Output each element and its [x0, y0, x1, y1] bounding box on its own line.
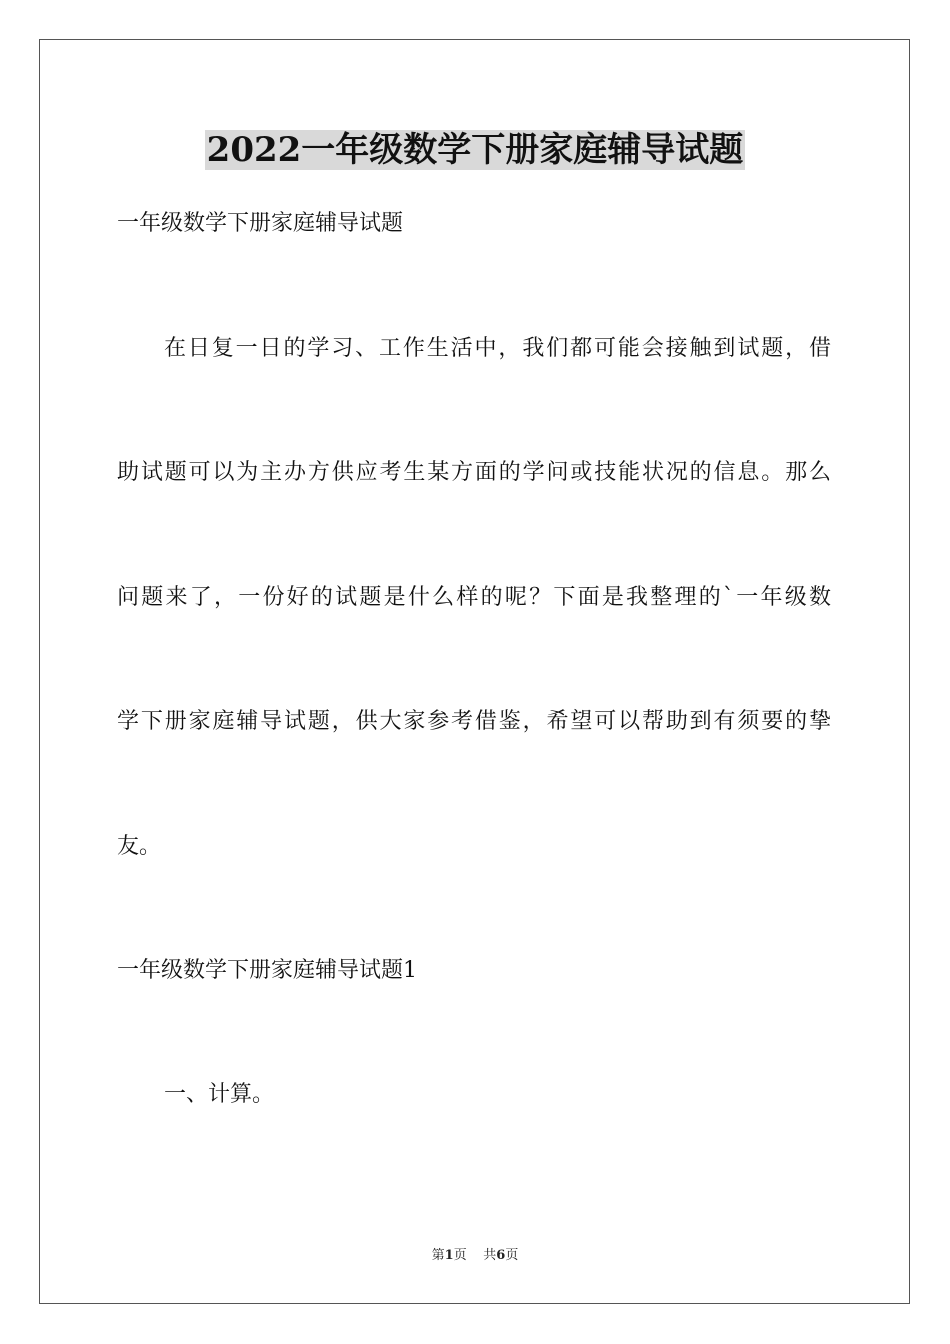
intro-line-3: 问题来了，一份好的试题是什么样的呢？下面是我整理的`一年级数: [117, 585, 831, 610]
intro-line-4: 学下册家庭辅导试题，供大家参考借鉴，希望可以帮助到有须要的挚: [117, 709, 831, 734]
subtitle: 一年级数学下册家庭辅导试题: [117, 211, 404, 236]
footer-page-number: 1: [444, 1248, 454, 1263]
page-footer: [0, 1247, 950, 1265]
footer-page-suffix: 页: [453, 1248, 467, 1263]
intro-line-5: 友。: [117, 834, 162, 859]
document-title-text: 2022一年级数学下册家庭辅导试题: [206, 130, 744, 170]
part-heading: 一、计算。: [164, 1082, 275, 1107]
document-title: [0, 128, 950, 172]
footer-prefix: 第: [431, 1248, 445, 1263]
footer-total-prefix: 共: [483, 1248, 497, 1263]
section-heading: 一年级数学下册家庭辅导试题1: [117, 958, 417, 983]
footer-total-suffix: 页: [505, 1248, 519, 1263]
footer-total-pages: 6: [496, 1248, 506, 1263]
intro-line-2: 助试题可以为主办方供应考生某方面的学问或技能状况的信息。那么: [117, 460, 831, 485]
intro-line-1: 在日复一日的学习、工作生活中，我们都可能会接触到试题，借: [164, 336, 831, 361]
